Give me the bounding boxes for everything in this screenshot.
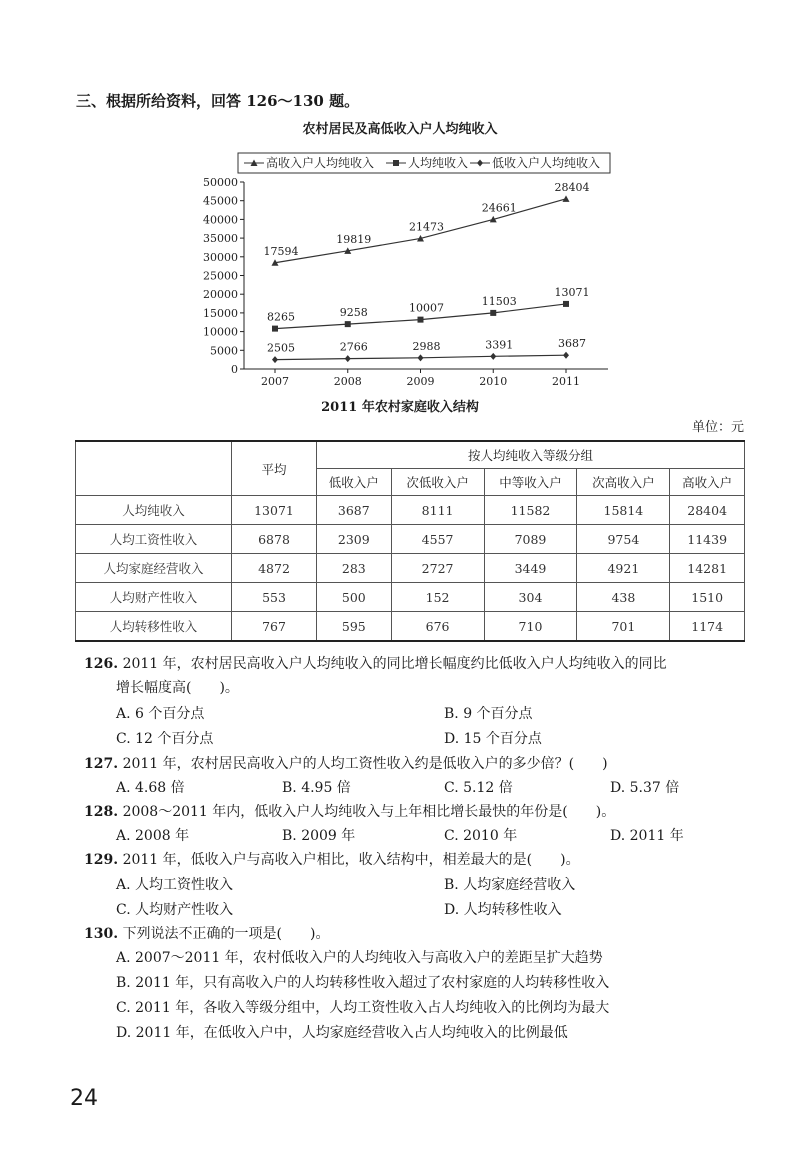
table-cell: 13071: [232, 496, 317, 525]
table-cell: 4557: [391, 525, 484, 554]
header-level: 次低收入户: [391, 469, 484, 496]
table-cell: 304: [484, 583, 577, 612]
data-label: 2766: [339, 340, 368, 354]
option-a[interactable]: A. 2008 年: [116, 828, 190, 844]
y-tick-label: 50000: [203, 176, 238, 189]
data-label: 13071: [554, 285, 590, 299]
table-cell: 152: [391, 583, 484, 612]
table-cell: 710: [484, 612, 577, 642]
legend-marker: [393, 160, 399, 166]
table-cell: 11439: [670, 525, 745, 554]
question-number: 129.: [84, 852, 119, 868]
data-label: 3687: [558, 337, 586, 351]
question-126: [84, 652, 667, 676]
chart-title: 农村居民及高低收入户人均纯收入: [302, 122, 498, 137]
question-number: 128.: [84, 804, 119, 820]
option-d[interactable]: D. 15 个百分点: [444, 731, 542, 747]
y-tick-label: 10000: [203, 325, 238, 339]
y-tick-label: 25000: [203, 269, 238, 283]
question-number: 127.: [84, 756, 119, 772]
option-b[interactable]: B. 人均家庭经营收入: [444, 877, 576, 893]
header-level: 高收入户: [670, 469, 745, 496]
y-tick-label: 40000: [203, 213, 238, 227]
option-c[interactable]: C. 2010 年: [444, 828, 518, 844]
question-text: 2011 年，农村居民高收入户的人均工资性收入约是低收入户的多少倍？( ): [122, 756, 608, 772]
table-row: [76, 583, 745, 612]
option-d[interactable]: D. 人均转移性收入: [444, 902, 562, 918]
table-cell: 11582: [484, 496, 577, 525]
table-row: [76, 496, 745, 525]
option-b[interactable]: B. 2011 年，只有高收入户的人均转移性收入超过了农村家庭的人均转移性收入: [116, 975, 610, 991]
header-average: 平均: [232, 441, 317, 496]
row-label: 人均工资性收入: [76, 525, 232, 554]
data-point: [563, 352, 569, 359]
question-128: [84, 800, 615, 824]
y-tick-label: 35000: [203, 232, 238, 246]
data-point: [418, 317, 424, 323]
option-b[interactable]: B. 9 个百分点: [444, 706, 533, 722]
table-cell: 500: [317, 583, 392, 612]
table-cell: 7089: [484, 525, 577, 554]
option-b[interactable]: B. 4.95 倍: [282, 780, 351, 796]
table-row: [76, 554, 745, 583]
y-tick-label: 45000: [203, 194, 238, 208]
option-c[interactable]: C. 2011 年，各收入等级分组中，人均工资性收入占人均纯收入的比例均为最大: [116, 1000, 610, 1016]
table-cell: 8111: [391, 496, 484, 525]
table-title: 2011 年农村家庭收入结构: [321, 400, 479, 415]
data-point: [563, 195, 570, 202]
row-label: 人均转移性收入: [76, 612, 232, 642]
table-cell: 438: [577, 583, 670, 612]
table-cell: 767: [232, 612, 317, 642]
data-point: [490, 310, 496, 316]
data-point: [563, 301, 569, 307]
data-label: 21473: [409, 220, 444, 234]
x-tick-label: 2009: [406, 375, 435, 388]
y-tick-label: 30000: [203, 250, 238, 264]
data-label: 3391: [485, 338, 514, 352]
option-b[interactable]: B. 2009 年: [282, 828, 356, 844]
x-tick-label: 2010: [479, 375, 508, 388]
table-cell: 6878: [232, 525, 317, 554]
header-group: 按人均纯收入等级分组: [317, 441, 745, 469]
table-cell: 14281: [670, 554, 745, 583]
table-corner: [76, 441, 232, 496]
table-cell: 9754: [577, 525, 670, 554]
question-number: 130.: [84, 926, 119, 942]
y-tick-label: 5000: [210, 344, 238, 358]
table-cell: 553: [232, 583, 317, 612]
table-cell: 595: [317, 612, 392, 642]
table-cell: 2309: [317, 525, 392, 554]
data-label: 28404: [554, 180, 590, 194]
data-label: 11503: [481, 294, 517, 308]
question-text: 2011 年，低收入户与高收入户相比，收入结构中，相差最大的是( )。: [122, 852, 580, 868]
table-cell: 676: [391, 612, 484, 642]
option-c[interactable]: C. 5.12 倍: [444, 780, 513, 796]
option-a[interactable]: A. 2007～2011 年，农村低收入户的人均纯收入与高收入户的差距呈扩大趋势: [116, 950, 603, 966]
row-label: 人均财产性收入: [76, 583, 232, 612]
table-cell: 1174: [670, 612, 745, 642]
question-number: 126.: [84, 656, 119, 672]
option-a[interactable]: A. 4.68 倍: [116, 780, 185, 796]
table-cell: 28404: [670, 496, 745, 525]
header-level: 次高收入户: [577, 469, 670, 496]
option-c[interactable]: C. 人均财产性收入: [116, 902, 234, 918]
option-a[interactable]: A. 人均工资性收入: [116, 877, 234, 893]
option-c[interactable]: C. 12 个百分点: [116, 731, 214, 747]
data-label: 2988: [412, 339, 441, 353]
data-point: [490, 353, 496, 360]
page-number: 24: [70, 1086, 98, 1111]
data-label: 24661: [481, 201, 517, 215]
legend-label: 人均纯收入: [408, 156, 469, 170]
question-126-line2: 增长幅度高( )。: [116, 680, 239, 696]
table-cell: 2727: [391, 554, 484, 583]
data-label: 8265: [267, 310, 295, 324]
table-row: [76, 525, 745, 554]
table-unit: 单位：元: [691, 420, 744, 435]
data-point: [272, 326, 278, 332]
question-text: 2008～2011 年内，低收入户人均纯收入与上年相比增长最快的年份是( )。: [122, 804, 616, 820]
line-chart: [0, 0, 800, 400]
data-label: 19819: [336, 232, 372, 246]
option-d[interactable]: D. 2011 年，在低收入户中，人均家庭经营收入占人均纯收入的比例最低: [116, 1025, 568, 1041]
table-cell: 701: [577, 612, 670, 642]
data-label: 9258: [339, 306, 368, 320]
table-cell: 15814: [577, 496, 670, 525]
table-cell: 283: [317, 554, 392, 583]
y-tick-label: 0: [231, 363, 238, 376]
header-level: 中等收入户: [484, 469, 577, 496]
income-structure-table: [75, 440, 745, 642]
data-label: 17594: [263, 244, 299, 258]
x-tick-label: 2007: [261, 375, 289, 388]
legend-label: 高收入户人均纯收入: [266, 156, 375, 170]
option-d[interactable]: D. 5.37 倍: [610, 780, 680, 796]
section-heading: 三、根据所给资料，回答 126～130 题。: [76, 92, 360, 110]
question-text: 下列说法不正确的一项是( )。: [122, 926, 330, 942]
row-label: 人均家庭经营收入: [76, 554, 232, 583]
data-label: 10007: [409, 301, 444, 315]
question-text: 2011 年，农村居民高收入户人均纯收入的同比增长幅度约比低收入户人均纯收入的同比: [122, 656, 667, 672]
table-cell: 3449: [484, 554, 577, 583]
question-129: [84, 848, 580, 872]
table-cell: 4921: [577, 554, 670, 583]
option-a[interactable]: A. 6 个百分点: [116, 706, 205, 722]
legend-label: 低收入户人均纯收入: [492, 156, 601, 170]
data-label: 2505: [267, 341, 295, 355]
y-tick-label: 15000: [203, 306, 238, 320]
table-cell: 4872: [232, 554, 317, 583]
option-d[interactable]: D. 2011 年: [610, 828, 684, 844]
question-127: [84, 752, 608, 776]
table-cell: 3687: [317, 496, 392, 525]
x-tick-label: 2008: [333, 375, 362, 388]
question-130: [84, 922, 330, 946]
data-point: [345, 321, 351, 327]
table-cell: 1510: [670, 583, 745, 612]
header-level: 低收入户: [317, 469, 392, 496]
data-point: [272, 356, 278, 363]
row-label: 人均纯收入: [76, 496, 232, 525]
table-row: [76, 612, 745, 642]
data-point: [418, 354, 424, 361]
data-point: [345, 355, 351, 362]
x-tick-label: 2011: [552, 375, 580, 388]
y-tick-label: 20000: [203, 288, 238, 302]
